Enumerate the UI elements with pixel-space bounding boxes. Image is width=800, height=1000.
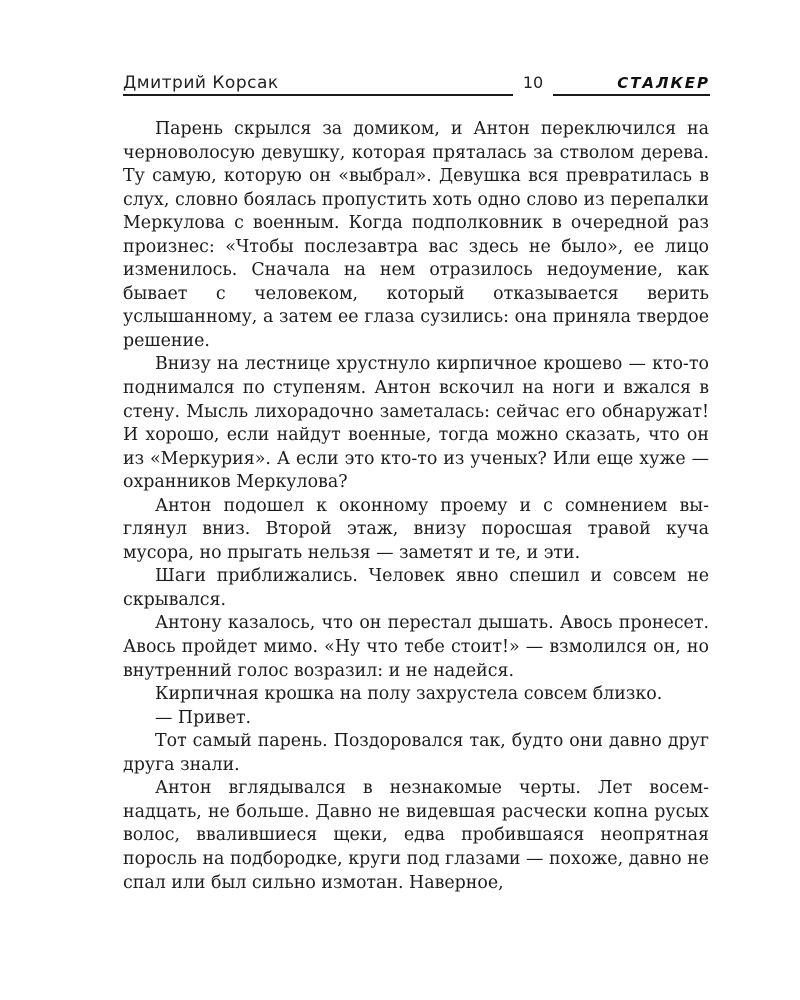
paragraph: Антону казалось, что он перестал дышать. Авось пронесет. Авось пройдет мимо. «Ну что тебе стоит!» — взмолился он, но внутренний голос возразил: и не надейся.	[123, 613, 709, 681]
running-head	[123, 72, 710, 96]
running-head-author: Дмитрий Корсак	[123, 73, 279, 93]
paragraph: Внизу на лестнице хрустнуло кирпичное крошево — кто-то поднимался по ступеням. Антон вскочил на ноги и вжался в стену. Мысль лихорадочно заметалась: сейчас его обнаружат! И хорошо, если найдут военные, тогда можно сказать, что он из «Меркурия». А если это кто-то из ученых? Или еще хуже — охранников Меркулова?	[123, 354, 709, 493]
paragraph: Тот самый парень. Поздоровался так, будто они давно друг друга знали.	[123, 731, 709, 775]
body-text	[123, 118, 709, 895]
page-number: 10	[522, 73, 544, 92]
paragraph: Парень скрылся за домиком, и Антон переключился на черноволосую девушку, которая пряталась за стволом дерева. Ту самую, которую он «выбрал». Девушка вся превратилась в слух, словно боялась пропустить хоть одно слово из перепалки Меркулова с военным. Когда подполковник в очередной раз произнес: «Чтобы послезавтра вас здесь не было», ее лицо изменилось. Сначала на нем отразилось недоумение, как бывает с человеком, который отказывается верить услышанному, а затем ее глаза сузились: она приняла твердое решение.	[123, 119, 709, 351]
paragraph: Шаги приближались. Человек явно спешил и совсем не скрывался.	[123, 566, 709, 610]
paragraph: Кирпичная крошка на полу захрустела совсем близко.	[155, 684, 663, 705]
running-head-rule-right	[553, 94, 710, 96]
running-head-series: СТАЛКЕР	[617, 74, 710, 92]
running-head-rule-left	[123, 94, 513, 96]
paragraph: Антон вглядывался в незнакомые черты. Лет восемнадцать, не больше. Давно не видевшая расчески копна русых волос, ввалившиеся щеки, едва пробившаяся неопрятная поросль на подбородке, круги под глазами — похоже, давно не спал или был сильно измотан. Наверное,	[123, 778, 709, 893]
paragraph: Антон подошел к оконному проему и с сомнением выглянул вниз. Второй этаж, внизу поросшая травой куча мусора, но прыгать нельзя — заметят и те, и эти.	[123, 495, 709, 563]
dialogue-line: — Привет.	[155, 707, 252, 728]
